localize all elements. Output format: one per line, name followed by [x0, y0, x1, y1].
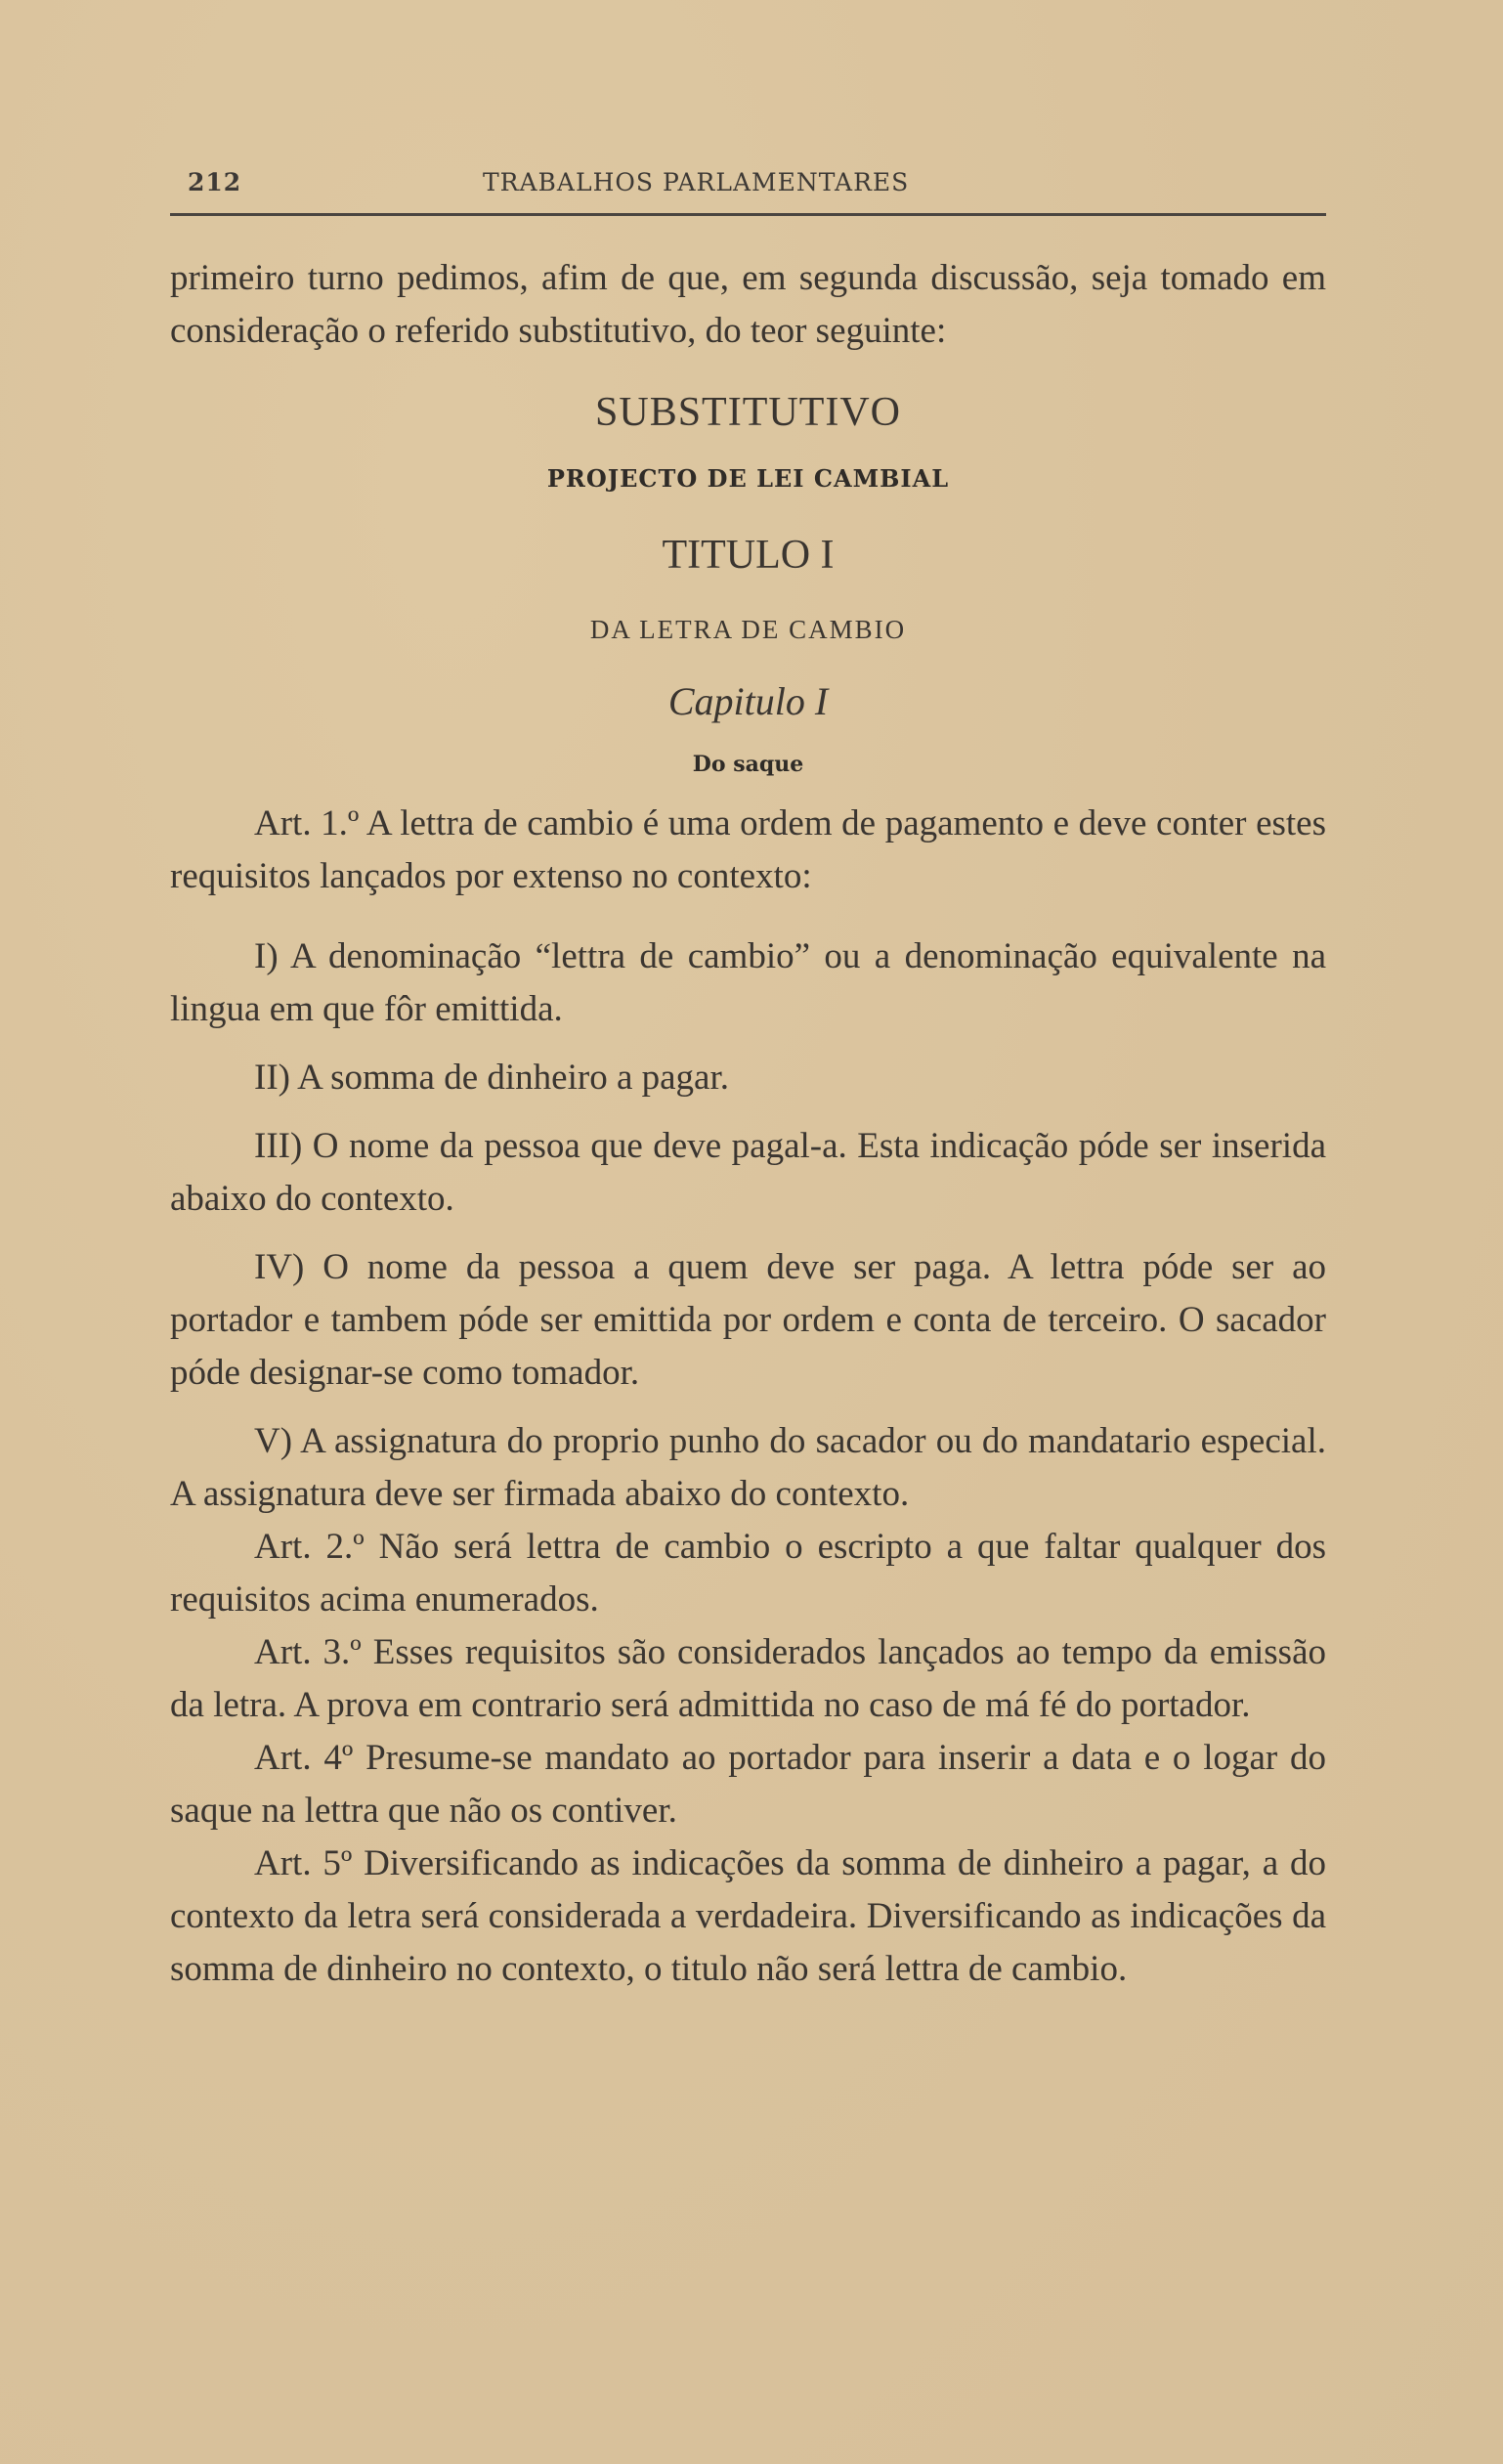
intro-paragraph: primeiro turno pedimos, afim de que, em segunda discussão, seja tomado em consideração o referido substitutivo, do teor seguinte: [170, 258, 1326, 351]
article-5: Art. 5º Diversificando as indicações da somma de dinheiro a pagar, a do contexto da letra será considerada a verdadeira. Diversificando as indicações da somma de dinheiro no contexto, o titulo não será lettra de cambio. [170, 1843, 1326, 1989]
page-body [170, 252, 1326, 1996]
article-1: Art. 1.º A lettra de cambio é uma ordem de pagamento e deve conter estes requisitos lançados por extenso no contexto: [170, 803, 1326, 896]
running-title: TRABALHOS PARLAMENTARES [483, 168, 910, 196]
article-2: Art. 2.º Não será lettra de cambio o escripto a que faltar qualquer dos requisitos acima enumerados. [170, 1527, 1326, 1620]
heading-projecto: PROJECTO DE LEI CAMBIAL [546, 464, 950, 493]
heading-capitulo: Capitulo I [667, 679, 829, 723]
heading-capitulo-subtitle: Do saque [692, 752, 804, 777]
heading-titulo: TITULO I [662, 533, 835, 578]
article-1-item-2: II) A somma de dinheiro a pagar. [254, 1058, 730, 1098]
article-1-item-1: I) A denominação “lettra de cambio” ou a denominação equivalente na lingua em que fôr emittida. [170, 936, 1326, 1029]
page-number: 212 [188, 168, 242, 196]
article-4: Art. 4º Presume-se mandato ao portador para inserir a data e o logar do saque na lettra que não os contiver. [170, 1738, 1326, 1831]
article-3: Art. 3.º Esses requisitos são considerados lançados ao tempo da emissão da letra. A prova em contrario será admittida no caso de má fé do portador. [170, 1632, 1326, 1725]
header-rule [170, 213, 1326, 216]
heading-substitutivo: SUBSTITUTIVO [595, 390, 901, 435]
article-1-item-4: IV) O nome da pessoa a quem deve ser paga. A lettra póde ser ao portador e tambem póde ser emittida por ordem e conta de terceiro. O sacador póde designar-se como tomador. [170, 1247, 1326, 1393]
article-1-item-3: III) O nome da pessoa que deve pagal-a. Esta indicação póde ser inserida abaixo do contexto. [170, 1126, 1326, 1219]
heading-titulo-subtitle: DA LETRA DE CAMBIO [589, 615, 907, 644]
article-1-item-5: V) A assignatura do proprio punho do sacador ou do mandatario especial. A assignatura deve ser firmada abaixo do contexto. [170, 1421, 1326, 1514]
running-header [170, 164, 1326, 203]
